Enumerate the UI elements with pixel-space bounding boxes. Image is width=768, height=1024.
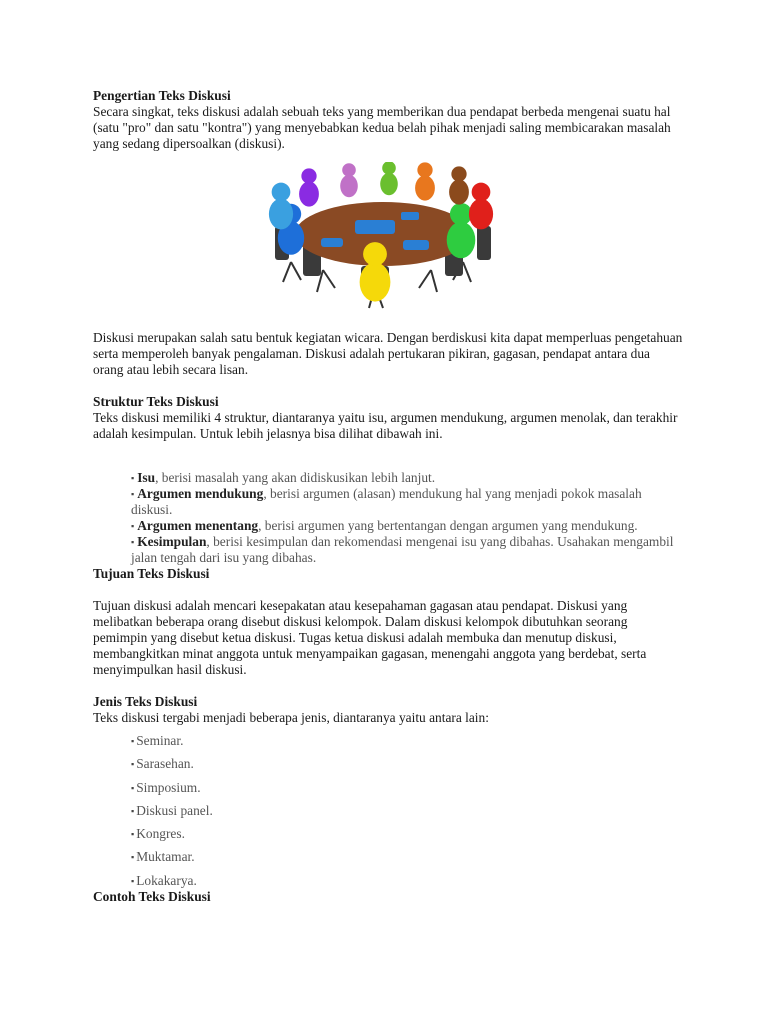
list-item bbox=[131, 518, 683, 534]
list-item bbox=[131, 534, 683, 566]
paragraph-diskusi: Diskusi merupakan salah satu bentuk kegiatan wicara. Dengan berdiskusi kita dapat memperluas pengetahuan serta memperoleh banyak pengalaman. Diskusi adalah pertukaran pikiran, gagasan, pendapat antara dua orang atau lebih secara lisan. bbox=[93, 330, 683, 377]
round-table-illustration bbox=[263, 162, 503, 320]
person-figure bbox=[269, 183, 293, 230]
jenis-item: Diskusi panel. bbox=[136, 802, 213, 818]
bullet-icon: ▪ bbox=[131, 875, 135, 886]
person-figure bbox=[380, 162, 398, 195]
list-desc: , berisi argumen yang bertentangan dengan argumen yang mendukung. bbox=[258, 518, 638, 533]
document-page bbox=[93, 88, 683, 905]
heading-struktur: Struktur Teks Diskusi bbox=[93, 394, 219, 409]
list-term: Kesimpulan bbox=[137, 534, 207, 549]
jenis-item: Lokakarya. bbox=[136, 872, 197, 888]
list-item bbox=[131, 486, 683, 518]
jenis-item: Simposium. bbox=[136, 779, 201, 795]
discussion-illustration bbox=[263, 162, 503, 320]
heading-jenis: Jenis Teks Diskusi bbox=[93, 694, 198, 709]
list-term: Isu bbox=[137, 470, 156, 485]
bullet-icon: ▪ bbox=[131, 852, 135, 863]
jenis-item: Seminar. bbox=[136, 733, 184, 748]
list-item bbox=[131, 780, 683, 796]
list-item bbox=[131, 733, 683, 749]
person-figure bbox=[360, 242, 391, 302]
list-item bbox=[131, 849, 683, 865]
person-figure bbox=[299, 168, 319, 206]
bullet-icon: ▪ bbox=[131, 805, 135, 816]
heading-tujuan: Tujuan Teks Diskusi bbox=[93, 566, 210, 581]
list-item bbox=[131, 470, 683, 486]
bullet-icon: ▪ bbox=[131, 829, 135, 840]
person-figure bbox=[415, 162, 435, 200]
list-item bbox=[131, 803, 683, 819]
bullet-icon: ▪ bbox=[131, 537, 135, 547]
paragraph-struktur: Teks diskusi memiliki 4 struktur, diantaranya yaitu isu, argumen mendukung, argumen menolak, dan terakhir adalah kesimpulan. Untuk lebih jelasnya bisa dilihat dibawah ini. bbox=[93, 410, 678, 441]
list-term: Argumen menentang bbox=[137, 518, 259, 533]
jenis-item: Kongres. bbox=[136, 826, 185, 842]
bullet-icon: ▪ bbox=[131, 521, 135, 531]
heading-contoh: Contoh Teks Diskusi bbox=[93, 888, 211, 904]
list-item bbox=[131, 756, 683, 772]
jenis-item: Muktamar. bbox=[136, 849, 195, 865]
jenis-list bbox=[93, 733, 683, 889]
list-desc: , berisi masalah yang akan didiskusikan lebih lanjut. bbox=[155, 470, 436, 485]
list-desc: , berisi argumen (alasan) mendukung hal yang menjadi pokok masalah diskusi. bbox=[131, 486, 642, 517]
person-figure bbox=[449, 166, 469, 204]
paragraph-tujuan: Tujuan diskusi adalah mencari kesepakatan atau kesepahaman gagasan atau pendapat. Diskusi yang melibatkan beberapa orang disebut diskusi kelompok. Dalam diskusi kelompok dibutuhkan seorang pemimpin yang disebut ketua diskusi. Tugas ketua diskusi adalah membuka dan menutup diskusi, membangkitkan minat anggota untuk menyampaikan gagasan, menengahi anggota yang berdebat, serta menyimpulkan hasil diskusi. bbox=[93, 598, 647, 677]
heading-pengertian: Pengertian Teks Diskusi bbox=[93, 88, 231, 103]
list-item bbox=[131, 826, 683, 842]
jenis-item: Sarasehan. bbox=[136, 756, 194, 772]
person-figure bbox=[340, 163, 358, 197]
bullet-icon: ▪ bbox=[131, 489, 135, 499]
list-term: Argumen mendukung bbox=[137, 486, 264, 501]
person-figure bbox=[469, 183, 493, 230]
bullet-icon: ▪ bbox=[131, 736, 135, 746]
struktur-list bbox=[93, 470, 683, 566]
bullet-icon: ▪ bbox=[131, 473, 135, 483]
bullet-icon: ▪ bbox=[131, 782, 135, 793]
paragraph-pengertian: Secara singkat, teks diskusi adalah sebuah teks yang memberikan dua pendapat berbeda mengenai suatu hal (satu "pro" dan satu "kontra") yang menyebabkan kedua belah pihak menjadi saling membicarakan masalah yang sedang dipersoalkan (diskusi). bbox=[93, 104, 671, 151]
paragraph-jenis: Teks diskusi tergabi menjadi beberapa jenis, diantaranya yaitu antara lain: bbox=[93, 710, 489, 725]
list-desc: , berisi kesimpulan dan rekomendasi mengenai isu yang dibahas. Usahakan mengambil jalan tengah dari isu yang dibahas. bbox=[131, 534, 674, 565]
bullet-icon: ▪ bbox=[131, 759, 135, 770]
list-item bbox=[131, 873, 683, 889]
